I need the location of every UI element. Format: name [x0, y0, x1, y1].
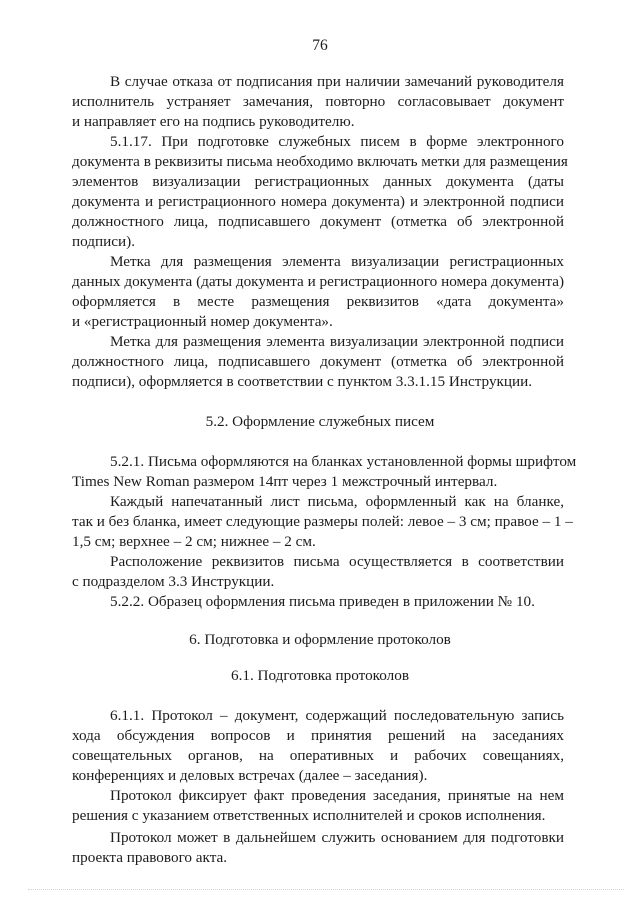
- text-line: документа в реквизиты письма необходимо включать метки для размещения: [72, 153, 568, 170]
- section-heading: 5.2. Оформление служебных писем: [205, 413, 435, 430]
- text-line: подписи).: [72, 233, 135, 250]
- text-line: 5.2.1. Письма оформляются на бланках установленной формы шрифтом: [110, 453, 577, 470]
- chapter-heading: 6. Подготовка и оформление протоколов: [189, 631, 451, 648]
- text-line: элементов визуализации регистрационных данных документа (даты: [72, 173, 564, 190]
- text-line: оформляется в месте размещения реквизитов «дата документа»: [72, 293, 564, 310]
- text-line: подписи), оформляется в соответствии с пунктом 3.3.1.15 Инструкции.: [72, 373, 533, 390]
- text-line: документа и регистрационного номера документа) и электронной подписи: [72, 193, 564, 210]
- text-line: 5.2.2. Образец оформления письма приведен в приложении № 10.: [110, 593, 535, 610]
- text-line: 1,5 см; верхнее – 2 см; нижнее – 2 см.: [72, 533, 316, 550]
- scan-edge-artifact: [28, 889, 624, 890]
- text-line: и «регистрационный номер документа».: [72, 313, 333, 330]
- text-line: данных документа (даты документа и регистрационного номера документа): [72, 273, 564, 290]
- text-line: проекта правового акта.: [72, 849, 228, 866]
- text-line: Метка для размещения элемента визуализации регистрационных: [110, 253, 564, 270]
- text-line: с подразделом 3.3 Инструкции.: [72, 573, 275, 590]
- text-line: Протокол может в дальнейшем служить основанием для подготовки: [110, 829, 564, 846]
- text-line: исполнитель устраняет замечания, повторно согласовывает документ: [72, 93, 564, 110]
- text-line: В случае отказа от подписания при наличии замечаний руководителя: [110, 73, 564, 90]
- text-line: совещательных органов, на оперативных и рабочих совещаниях,: [72, 747, 564, 764]
- text-line: должностного лица, подписавшего документ (отметка об электронной: [72, 213, 564, 230]
- text-line: 6.1.1. Протокол – документ, содержащий последовательную запись: [110, 707, 564, 724]
- text-line: так и без бланка, имеет следующие размеры полей: левое – 3 см; правое – 1 –: [72, 513, 573, 530]
- text-line: Протокол фиксирует факт проведения заседания, принятые на нем: [110, 787, 564, 804]
- text-line: должностного лица, подписавшего документ (отметка об электронной: [72, 353, 564, 370]
- section-heading: 6.1. Подготовка протоколов: [230, 667, 410, 684]
- text-line: конференциях и деловых встречах (далее – заседания).: [72, 767, 428, 784]
- text-line: решения с указанием ответственных исполнителей и сроков исполнения.: [72, 807, 546, 824]
- page-number: 76: [312, 37, 328, 54]
- text-line: Каждый напечатанный лист письма, оформленный как на бланке,: [110, 493, 564, 510]
- text-line: Метка для размещения элемента визуализации электронной подписи: [110, 333, 564, 350]
- text-line: Расположение реквизитов письма осуществляется в соответствии: [110, 553, 564, 570]
- text-line: и направляет его на подпись руководителю.: [72, 113, 355, 130]
- text-line: хода обсуждения вопросов и принятия решений на заседаниях: [72, 727, 564, 744]
- text-line: Times New Roman размером 14пт через 1 межстрочный интервал.: [72, 473, 498, 490]
- text-line: 5.1.17. При подготовке служебных писем в форме электронного: [110, 133, 564, 150]
